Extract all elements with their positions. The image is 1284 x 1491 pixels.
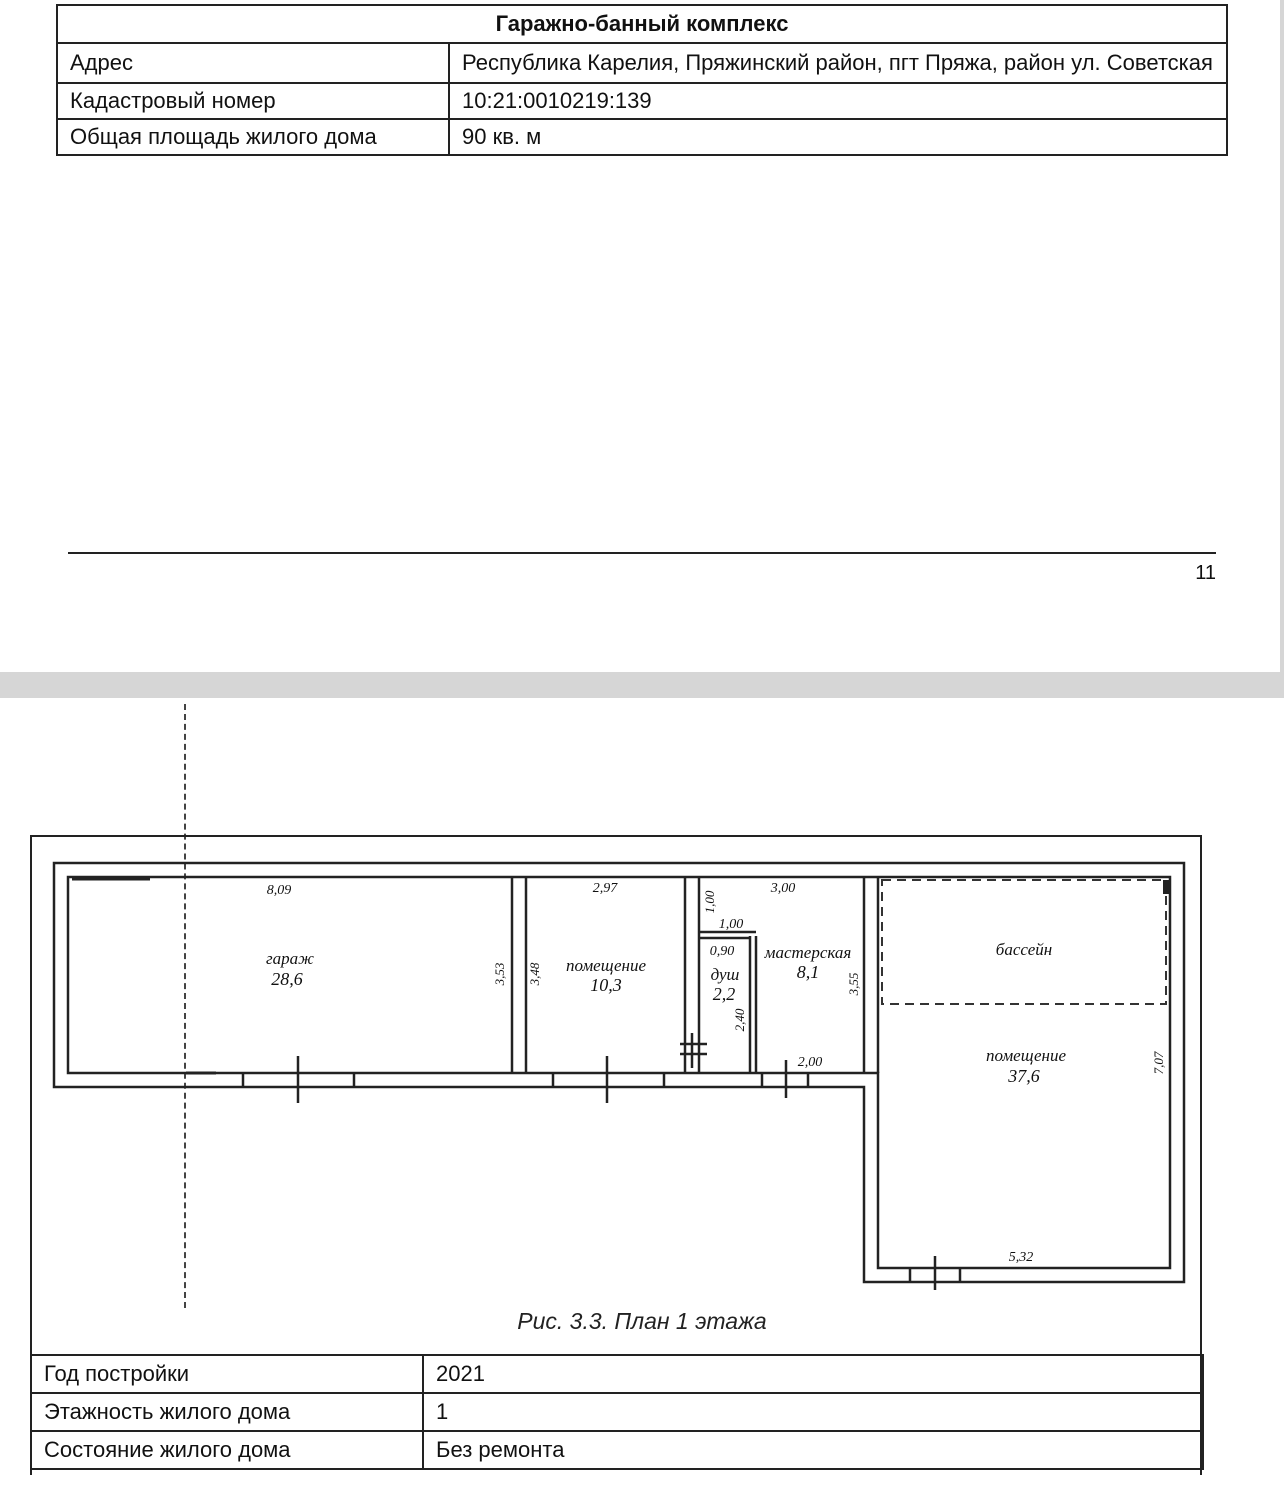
building-info-table <box>30 1354 1204 1470</box>
dim-shower-top-v: 1,00 <box>702 890 717 914</box>
dim-garage-width: 8,09 <box>266 883 292 898</box>
dim-room1-height: 3,48 <box>527 962 542 986</box>
table-row <box>57 43 1227 83</box>
footer-rule <box>68 552 1216 554</box>
dim-room1-width: 2,97 <box>592 881 618 896</box>
dim-workshop-bottom: 2,00 <box>797 1055 823 1070</box>
dim-shower-top-h: 1,00 <box>718 917 744 932</box>
condition-value: Без ремонта <box>423 1431 1203 1469</box>
dim-room2-width: 5,32 <box>1008 1250 1034 1265</box>
room-label-shower: душ <box>710 965 740 984</box>
area-value: 90 кв. м <box>449 119 1227 155</box>
dim-room2-height: 7,07 <box>1151 1051 1166 1075</box>
room-area-room2: 37,6 <box>1008 1066 1040 1086</box>
dim-workshop-height: 3,55 <box>846 972 861 996</box>
table-row <box>31 1355 1203 1393</box>
table-row <box>31 1393 1203 1431</box>
cadastral-label: Кадастровый номер <box>57 83 449 119</box>
page-separator <box>0 672 1284 698</box>
table-row <box>31 1431 1203 1469</box>
document-page-1 <box>0 0 1284 672</box>
cadastral-value: 10:21:0010219:139 <box>449 83 1227 119</box>
figure-caption: Рис. 3.3. План 1 этажа <box>517 1308 767 1334</box>
room-label-garage: гараж <box>266 949 314 968</box>
dim-workshop-width: 3,00 <box>770 881 796 896</box>
dim-shower-height: 2,40 <box>732 1008 747 1032</box>
address-label: Адрес <box>57 43 449 83</box>
area-label: Общая площадь жилого дома <box>57 119 449 155</box>
room-label-workshop: мастерская <box>764 943 852 962</box>
dim-shower-width: 0,90 <box>709 944 735 959</box>
room-area-garage: 28,6 <box>271 969 303 989</box>
condition-label: Состояние жилого дома <box>31 1431 423 1469</box>
room-area-shower: 2,2 <box>712 984 736 1004</box>
table-row <box>57 119 1227 155</box>
page-number: 11 <box>1195 562 1216 584</box>
document-page-2 <box>0 698 1284 1491</box>
floor-plan <box>0 698 1284 1318</box>
property-table <box>56 4 1228 156</box>
floors-value: 1 <box>423 1393 1203 1431</box>
address-value: Республика Карелия, Пряжинский район, пгт Пряжа, район ул. Советская <box>449 43 1227 83</box>
dim-garage-height: 3,53 <box>492 962 507 986</box>
table-row <box>57 83 1227 119</box>
room-area-workshop: 8,1 <box>796 962 820 982</box>
room-label-pool: бассейн <box>995 940 1053 959</box>
year-value: 2021 <box>423 1355 1203 1393</box>
room-label-room2: помещение <box>985 1046 1067 1065</box>
room-label-room1: помещение <box>565 956 647 975</box>
floors-label: Этажность жилого дома <box>31 1393 423 1431</box>
year-label: Год постройки <box>31 1355 423 1393</box>
table-header: Гаражно-банный комплекс <box>57 5 1227 43</box>
room-area-room1: 10,3 <box>590 975 622 995</box>
corner-marker <box>1163 880 1170 894</box>
